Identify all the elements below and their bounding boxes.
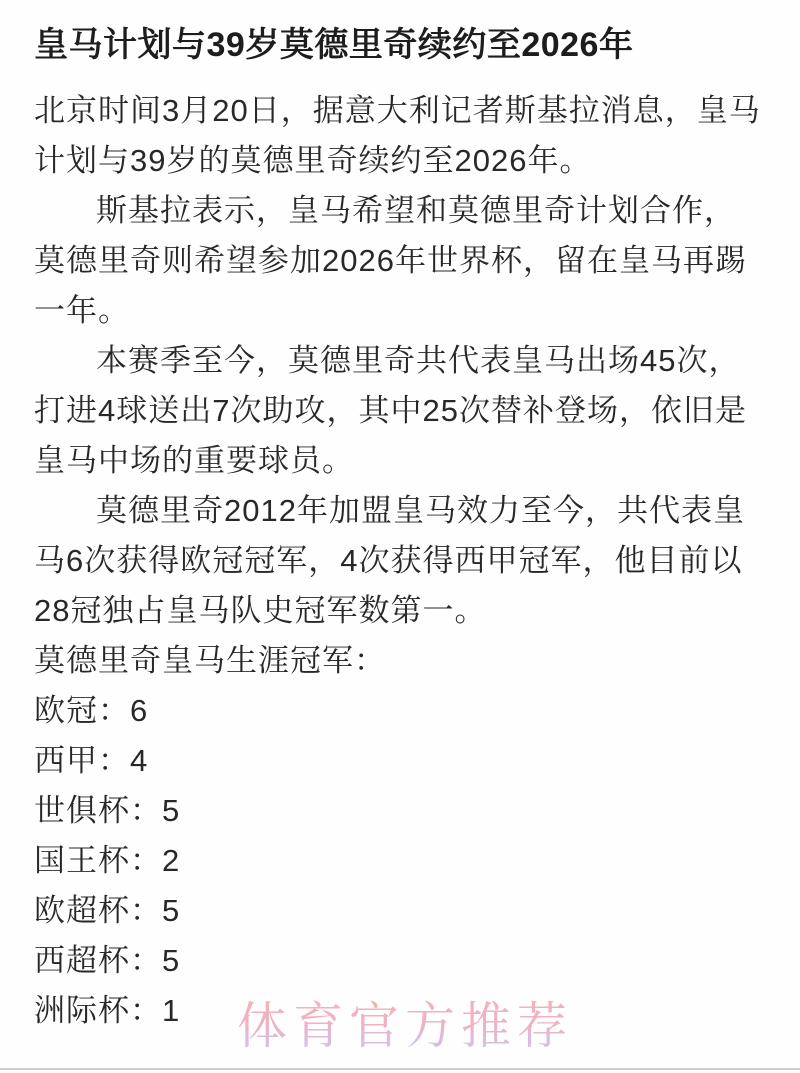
stats-heading: 莫德里奇皇马生涯冠军： [34, 643, 386, 678]
article-title: 皇马计划与39岁莫德里奇续约至2026年 [34, 26, 634, 64]
stat-intercontinental-cup: 洲际杯：1 [34, 993, 181, 1028]
paragraph-schira-statement: 斯基拉表示，皇马希望和莫德里奇计划合作，莫德里奇则希望参加2026年世界杯，留在皇马再踢一年。 [34, 193, 747, 328]
stat-spanish-super-cup: 西超杯：5 [34, 943, 181, 978]
stat-champions-league: 欧冠：6 [34, 693, 149, 728]
watermark-text: 体育官方推荐 [237, 997, 573, 1055]
stat-club-world-cup: 世俱杯：5 [34, 793, 181, 828]
stats-list [34, 686, 767, 1036]
paragraph-season-stats: 本赛季至今，莫德里奇共代表皇马出场45次，打进4球送出7次助攻，其中25次替补登场，依旧是皇马中场的重要球员。 [34, 343, 747, 478]
article-body [34, 86, 767, 1036]
stat-la-liga: 西甲：4 [34, 743, 149, 778]
bottom-divider [0, 1068, 800, 1070]
paragraph-intro: 北京时间3月20日，据意大利记者斯基拉消息，皇马计划与39岁的莫德里奇续约至2026年。 [34, 93, 761, 178]
stat-copa-del-rey: 国王杯：2 [34, 843, 181, 878]
paragraph-career-summary: 莫德里奇2012年加盟皇马效力至今，共代表皇马6次获得欧冠冠军，4次获得西甲冠军，他目前以28冠独占皇马队史冠军数第一。 [34, 493, 745, 628]
stat-uefa-super-cup: 欧超杯：5 [34, 893, 181, 928]
